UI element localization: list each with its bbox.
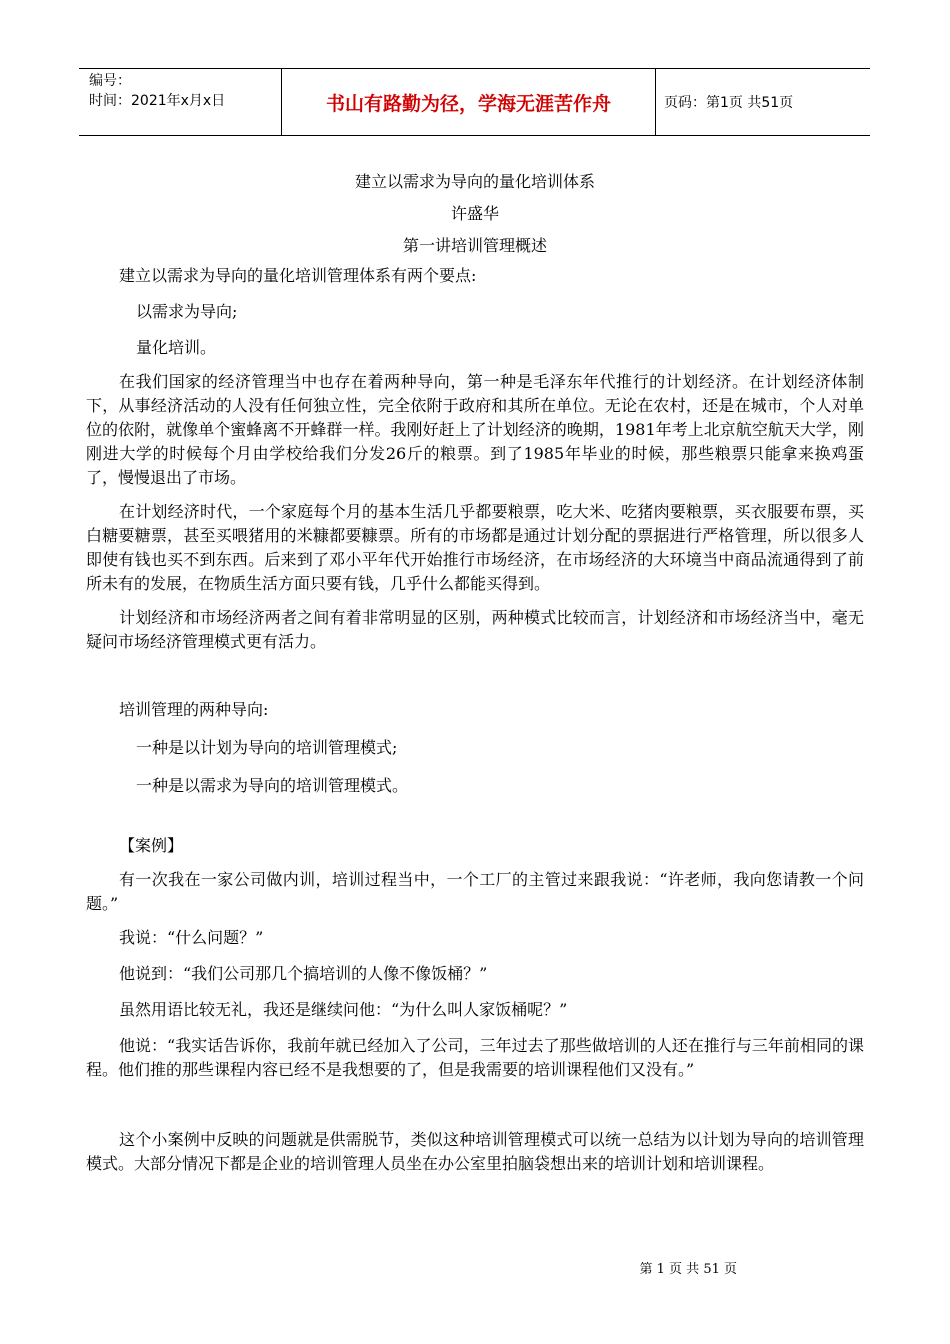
case-para-5: 他说：“我实话告诉你，我前年就已经加入了公司，三年过去了那些做培训的人还在推行与三年前相同的课程。他们推的那些课程内容已经不是我想要的了，但是我需要的培训课程他们又没有。”: [86, 1036, 864, 1079]
paragraph-2: 在计划经济时代，一个家庭每个月的基本生活几乎都要粮票，吃大米、吃猪肉要粮票，买衣服要布票，买白糖要糖票，甚至买喂猪用的米糠都要糠票。所有的市场都是通过计划分配的票据进行严格管理，所以很多人即使有钱也买不到东西。后来到了邓小平年代开始推行市场经济，在市场经济的大环境当中商品流通得到了前所未有的发展，在物质生活方面只要有钱，几乎什么都能买得到。: [86, 502, 864, 593]
document-body: [86, 170, 864, 1176]
point-2: 量化培训。: [136, 338, 217, 357]
case-para-6: 这个小案例中反映的问题就是供需脱节，类似这种培训管理模式可以统一总结为以计划为导向的培训管理模式。大部分情况下都是企业的培训管理人员坐在办公室里拍脑袋想出来的培训计划和培训课程。: [86, 1130, 864, 1173]
case-para-4: 虽然用语比较无礼，我还是继续问他：“为什么叫人家饭桶呢？”: [119, 1000, 568, 1019]
header-motto: 书山有路勤为径，学海无涯苦作舟: [282, 69, 656, 135]
paragraph-1: 在我们国家的经济管理当中也存在着两种导向，第一种是毛泽东年代推行的计划经济。在计划经济体制下，从事经济活动的人没有任何独立性，完全依附于政府和其所在单位。无论在农村，还是在城市，个人对单位的依附，就像单个蜜蜂离不开蜂群一样。我刚好赶上了计划经济的晚期，1981年考上北京航空航天大学，刚刚进大学的时候每个月由学校给我们分发26斤的粮票。到了1985年毕业的时候，那些粮票只能拿来换鸡蛋了，慢慢退出了市场。: [86, 372, 864, 487]
page-footer: 第 1 页 共 51 页: [639, 1262, 737, 1277]
orientation-heading: 培训管理的两种导向:: [119, 700, 269, 719]
case-para-2: 我说：“什么问题？”: [119, 928, 264, 947]
date-label: 时间：2021年x月x日: [89, 93, 226, 109]
case-para-1: 有一次我在一家公司做内训，培训过程当中，一个工厂的主管过来跟我说：“许老师，我向您请教一个问题。”: [86, 870, 864, 913]
paragraph-3: 计划经济和市场经济两者之间有着非常明显的区别，两种模式比较而言，计划经济和市场经济当中，毫无疑问市场经济管理模式更有活力。: [86, 608, 864, 651]
doc-title: 建立以需求为导向的量化培训体系: [354, 172, 595, 191]
number-label: 编号：: [89, 73, 131, 89]
orientation-1: 一种是以计划为导向的培训管理模式;: [136, 738, 398, 757]
header-page-info: 页码：第1页 共51页: [664, 95, 794, 111]
header-meta: [79, 69, 282, 135]
case-para-3: 他说到：“我们公司那几个搞培训的人像不像饭桶？”: [119, 964, 488, 983]
chapter-title: 第一讲培训管理概述: [402, 236, 547, 255]
doc-author: 许盛华: [450, 204, 499, 223]
intro-line: 建立以需求为导向的量化培训管理体系有两个要点:: [119, 266, 477, 285]
point-1: 以需求为导向;: [136, 302, 238, 321]
page-header: [79, 68, 870, 136]
orientation-2: 一种是以需求为导向的培训管理模式。: [136, 776, 409, 795]
case-heading: 【案例】: [119, 836, 184, 855]
